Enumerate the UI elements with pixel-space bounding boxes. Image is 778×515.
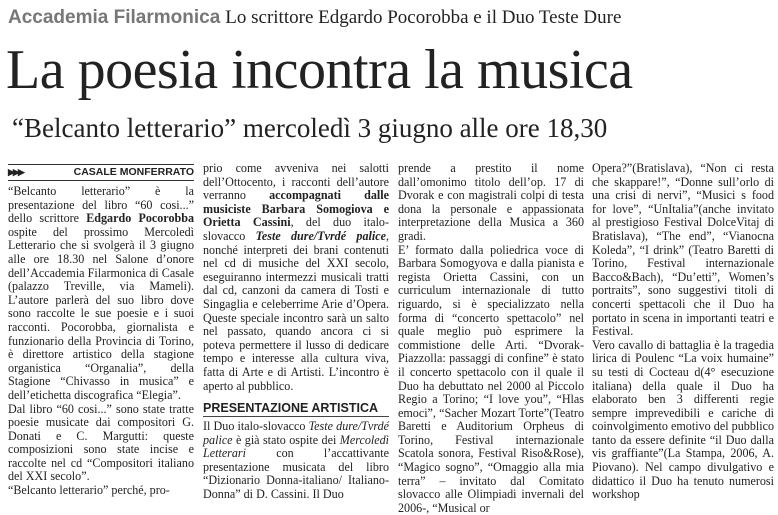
text-run: ospite del prossimo Mercoledì Letterario che si svolgerà il 3 giugno alle ore 18.30 nel Salone d’onore dell’Accademia Filarmonica di Casale (palazzo Treville, via Mameli). L’autore parlerà del suo libro dove sono raccolte le sue poesie e i suoi racconti. Pocorobba, giornalista e funzionario della Provincia di Torino, è direttore artistico della stagione organistica “Organalia”, della Stagione “Chivasso in musica” e dell’etichetta discografica “Elegia”. [8, 224, 194, 402]
text-run: “Belcanto letterario” è la presentazione del libro “60 cosi...” dello scrittore [8, 184, 194, 226]
paragraph: prende a prestito il nome dall’omonimo titolo dell’op. 17 di Dvorak e con magistrali colpi di testa dona la personale e appassionata interpretazione della Musica a 360 gradi. [398, 161, 584, 243]
kicker-line [8, 6, 621, 30]
dateline [8, 164, 194, 181]
text-run: Il Duo italo-slovacco [203, 419, 309, 434]
event-name: Mercoledì Letterari [203, 432, 389, 461]
paragraph: Vero cavallo di battaglia è la tragedia lirica di Poulenc “La voix humaine” su testi di Cocteau d(4° esecuzione italiana) della quale il Duo ha elaborato ben 3 differenti regie sempre imprevedibili e cariche di coinvolgimento emotivo del pubblico tanto da essere definite “il Duo dalla vis graffiante”(La Stampa, 2006, A. Piovano). Nel campo divulgativo e didattico il Duo ha tenuto numerosi workshop [592, 337, 774, 502]
paragraph [203, 420, 389, 502]
dateline-arrows-icon: ▶▶▶ [8, 167, 23, 177]
kicker-text: Lo scrittore Edgardo Pocorobba e il Duo Teste Dure [225, 7, 622, 28]
subheadline: “Belcanto letterario” mercoledì 3 giugno alle ore 18,30 [12, 113, 608, 143]
text-run: , del duo italo-slovacco [203, 215, 389, 243]
paragraph: Opera?”(Bratislava), “Non ci resta che skappare!”, “Donne sull’orlo di una crisi di nervi”, “Musici s food for love”, “UnItalia”(anche invitato al prestigioso Festival DolceVitaj di Bratislava), “The end”, “Vianocna Koleda”, “I drink” (Teatro Baretti di Torino, Festival internazionale Bacco&Bach), “Du’etti”, Women’s portraits”, sono suggestivi titoli di concerti spettacoli che il Duo ha portato in scena in importanti teatri e Festival. [592, 161, 774, 339]
duo-name: Teste dure/Tvrdé palice [255, 228, 386, 243]
paragraph: Dal libro “60 cosi...” sono state tratte poesie musicate dai compositori G. Donati e C. Margutti: queste composizioni sono state incise e raccolte nel cd “Compositori italiano del XXI secolo”. [8, 401, 194, 484]
text-run: prio come avveniva nei salotti dell’Ottocento, i racconti dell’autore verranno [203, 161, 389, 203]
section-heading: PRESENTAZIONE ARTISTICA [203, 401, 389, 417]
paragraph [203, 162, 389, 393]
paragraph: “Belcanto letterario” perché, pro- [8, 483, 170, 498]
text-run: , nonché interpreti dei brani contenuti nel cd di musiche del XXI secolo, eseguiranno intermezzi musicali tratti dal cd, canzoni da camera di Tosti e Singaglia e celeberrime Arie d’Opera. Queste speciale incontro sarà un salto nel passato, quando ancora ci si poteva permettere il lusso di dedicare tempo e interesse alla cultura viva, fatta di Arte e di Artisti. L’incontro è aperto al pubblico. [203, 228, 389, 393]
duo-name: Teste dure/Tvrdé palice [203, 419, 389, 447]
section-brand: Accademia Filarmonica [8, 7, 221, 28]
paragraph: E’ formato dalla poliedrica voce di Barbara Somogyova e dalla pianista e regista Orietta Cassini, con un curriculum internazionale di tutto riguardo, si è specializzato nella forma di “concerto spettacolo” nel quale meglio può esprimere la commistione delle Arti. “Dvorak-Piazzolla: passaggi di confine” è stato il concerto spettacolo con il quale il Duo ha debuttato nel 2000 al Piccolo Regio a Torino; “I love you”, “Hlas emoci”, “Sacher Mozart Torte”(Teatro Baretti e Auditorium Orpheus di Torino, Festival internazionale Scatola sonora, Festival Riso&Rose), “Magico sogno”, “Omaggio alla mia terra” – invitato dal Comitato slovacco alle Olimpiadi invernali del 2006-, “Musical or [398, 242, 584, 515]
author-name: Edgardo Pocorobba [86, 211, 194, 226]
article-column-2 [203, 162, 389, 502]
article-column-4 [592, 162, 774, 502]
text-run: è già stato ospite dei [232, 432, 340, 447]
article-column-3 [398, 162, 584, 515]
musicians-names: accompagnati dalle musiciste Barbara Somogiova e Orietta Cassini [203, 188, 389, 230]
paragraph [8, 185, 194, 403]
text-run: con l’accattivante presentazione musicata del libro “Dizionario Donna-italiano/ Italiano-Donna” di D. Cassini. Il Duo [203, 446, 389, 502]
article-column-1 [8, 162, 194, 498]
headline: La poesia incontra la musica [6, 39, 633, 101]
dateline-place: CASALE MONFERRATO [73, 166, 194, 178]
